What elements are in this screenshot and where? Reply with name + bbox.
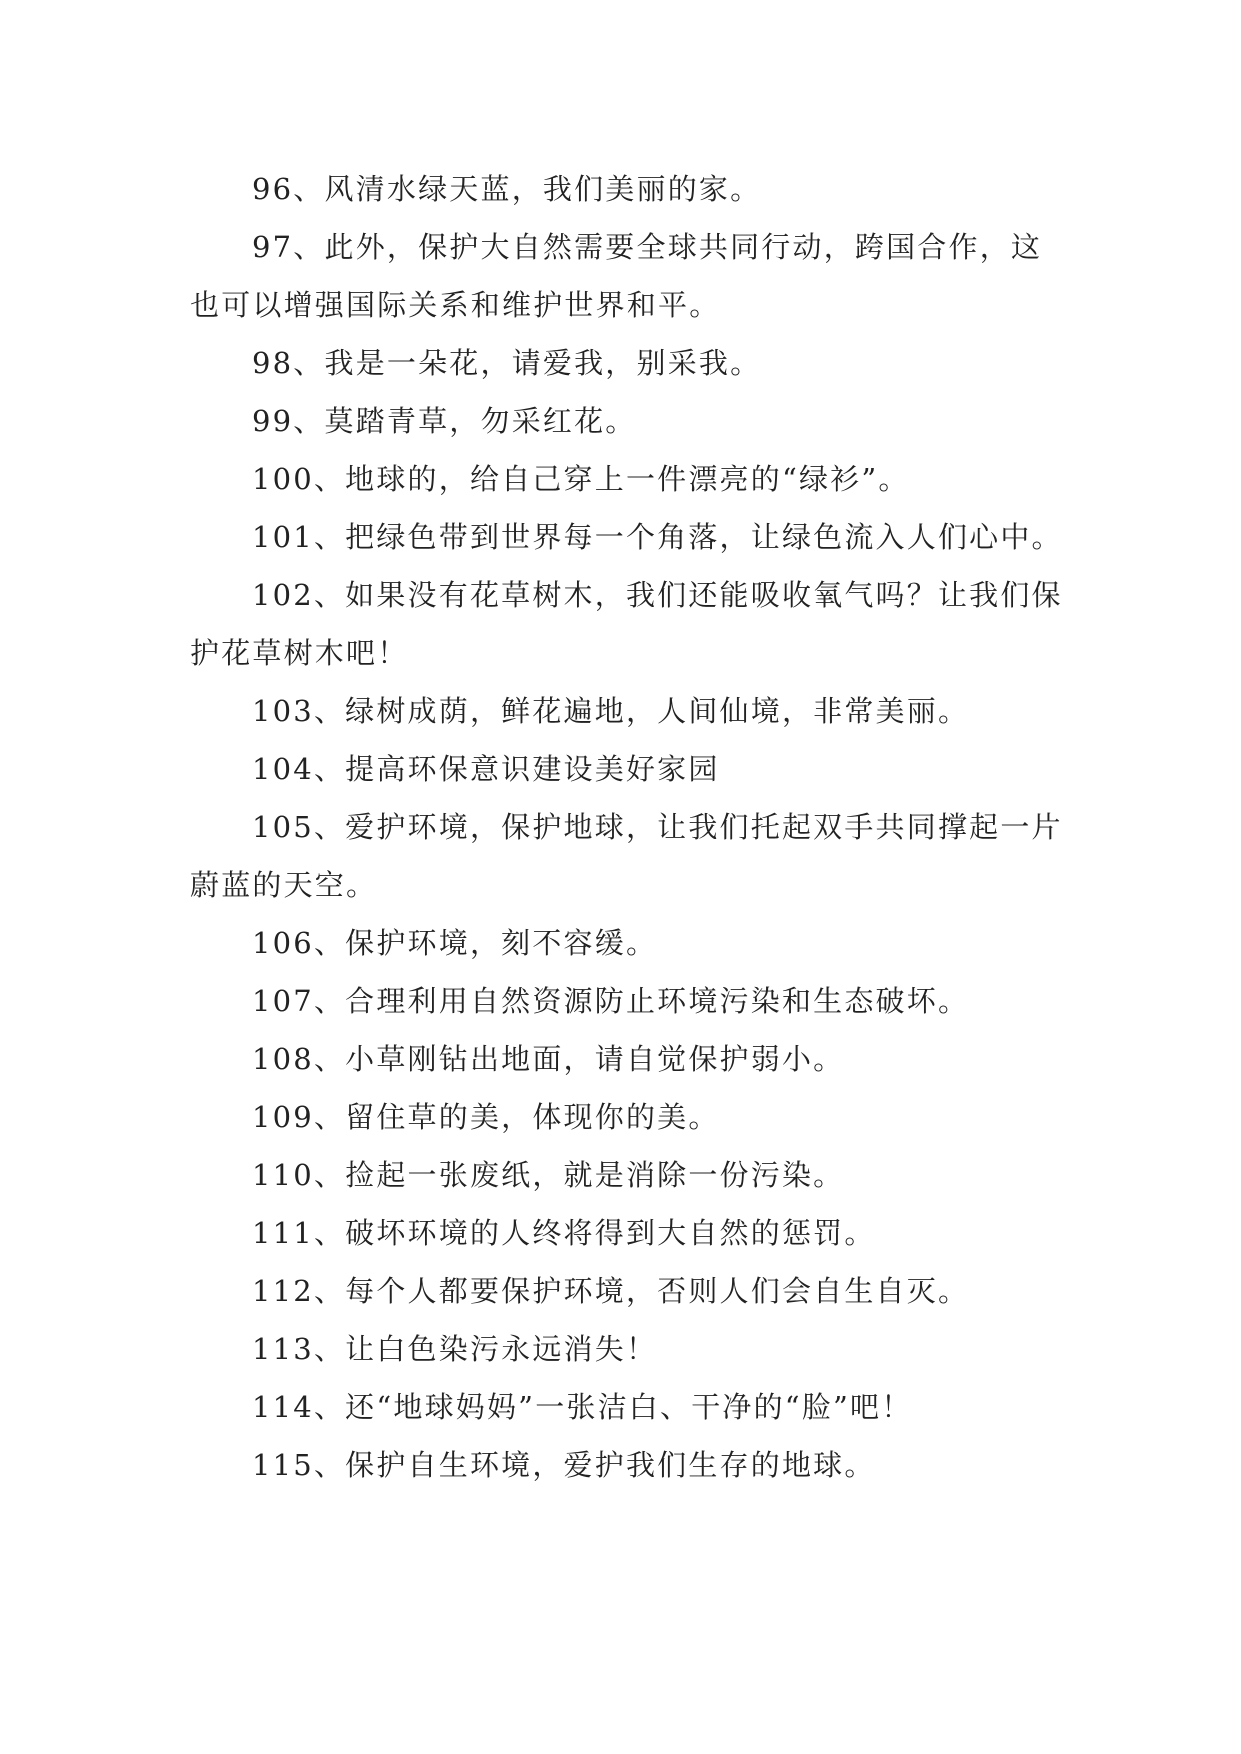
paragraph-102: 102、如果没有花草树木，我们还能吸收氧气吗？让我们保护花草树木吧！ bbox=[190, 578, 1063, 670]
paragraph-99: 99、莫踏青草，勿采红花。 bbox=[252, 404, 637, 438]
paragraph-109: 109、留住草的美，体现你的美。 bbox=[252, 1100, 720, 1134]
paragraph-101: 101、把绿色带到世界每一个角落，让绿色流入人们心中。 bbox=[252, 520, 1063, 554]
document-body bbox=[190, 160, 1065, 1494]
paragraph-111: 111、破坏环境的人终将得到大自然的惩罚。 bbox=[252, 1216, 876, 1250]
paragraph-112: 112、每个人都要保护环境，否则人们会自生自灭。 bbox=[252, 1274, 970, 1308]
paragraph-104: 104、提高环保意识建设美好家园 bbox=[252, 752, 720, 786]
paragraph-105: 105、爱护环境，保护地球，让我们托起双手共同撑起一片蔚蓝的天空。 bbox=[190, 810, 1063, 902]
paragraph-114: 114、还“地球妈妈”一张洁白、干净的“脸”吧！ bbox=[252, 1390, 913, 1424]
paragraph-100: 100、地球的，给自己穿上一件漂亮的“绿衫”。 bbox=[252, 462, 910, 496]
paragraph-113: 113、让白色染污永远消失！ bbox=[252, 1332, 658, 1366]
paragraph-97: 97、此外，保护大自然需要全球共同行动，跨国合作，这也可以增强国际关系和维护世界和平。 bbox=[190, 230, 1043, 322]
paragraph-110: 110、捡起一张废纸，就是消除一份污染。 bbox=[252, 1158, 845, 1192]
paragraph-107: 107、合理利用自然资源防止环境污染和生态破坏。 bbox=[252, 984, 970, 1018]
paragraph-106: 106、保护环境，刻不容缓。 bbox=[252, 926, 658, 960]
paragraph-115: 115、保护自生环境，爱护我们生存的地球。 bbox=[252, 1448, 876, 1482]
paragraph-96: 96、风清水绿天蓝，我们美丽的家。 bbox=[252, 172, 762, 206]
paragraph-108: 108、小草刚钻出地面，请自觉保护弱小。 bbox=[252, 1042, 845, 1076]
paragraph-98: 98、我是一朵花，请爱我，别采我。 bbox=[252, 346, 762, 380]
paragraph-103: 103、绿树成荫，鲜花遍地，人间仙境，非常美丽。 bbox=[252, 694, 970, 728]
